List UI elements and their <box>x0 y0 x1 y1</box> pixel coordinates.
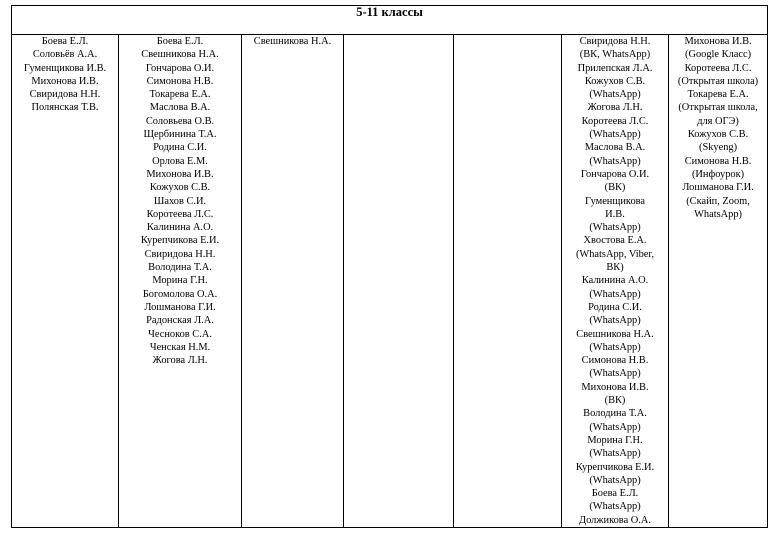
teacher-entry: Соловьева О.В. <box>145 115 215 127</box>
teacher-entry: Свешникова Н.А. (WhatsApp) <box>576 328 654 353</box>
teacher-entry: Боева Е.Л. <box>156 36 204 47</box>
teacher-entry: Лошманова Г.И. <box>144 301 216 313</box>
teacher-entry: Орлова Е.М. <box>152 155 208 167</box>
teacher-entry: Свешникова Н.А. <box>253 36 332 47</box>
teacher-entry: Симонова Н.В. <box>146 75 214 87</box>
column-5-cell <box>454 35 562 528</box>
teacher-entry: Коротеева Л.С. <box>146 208 214 220</box>
teacher-entry: Родина С.И. (WhatsApp) <box>588 301 642 327</box>
teacher-entry: Коротеева Л.С. (Открытая школа) <box>677 62 759 87</box>
column-7-cell <box>669 35 768 528</box>
teacher-entry: Михонова И.В. <box>31 75 99 87</box>
teacher-entry: Гуменщикова И.В. (WhatsApp) <box>584 195 646 234</box>
teacher-entry: Морина Г.Н. <box>152 275 208 287</box>
teacher-entry: Симонова Н.В. (WhatsApp) <box>581 355 649 380</box>
teacher-entry: Калинина А.О. (WhatsApp) <box>581 275 649 300</box>
teacher-entry: Маслова В.А. <box>149 102 211 114</box>
column-2-cell <box>119 35 242 528</box>
teacher-entry: Михонова И.В. (ВК) <box>581 381 649 407</box>
teacher-entry: Гончарова О.И. (ВК) <box>580 168 650 194</box>
teacher-entry: Володина Т.А. (WhatsApp) <box>583 408 647 433</box>
teacher-entry: Кожухов С.В. <box>149 182 211 194</box>
teacher-entry: Коротеева Л.С. (WhatsApp) <box>581 115 649 141</box>
content-row <box>12 35 768 528</box>
teacher-entry: Свиридова Н.Н. (ВК, WhatsApp) <box>579 36 651 61</box>
teacher-entry: Михонова И.В. (Google Класс) <box>684 36 752 61</box>
teacher-entry: Боева Е.Л. (WhatsApp) <box>589 488 641 513</box>
teacher-entry: Шахов С.И. <box>153 195 207 207</box>
teacher-entry: Михонова И.В. <box>146 168 214 180</box>
teacher-entry: Свешникова Н.А. <box>141 49 219 61</box>
teacher-entry: Гончарова О.И. <box>145 62 215 74</box>
teacher-entry: Ченская Н.М. <box>149 341 211 353</box>
teacher-entry: Симонова Н.В. (Инфоурок) <box>684 155 752 180</box>
teacher-entry: Жогова Л.Н. <box>152 355 208 367</box>
teacher-entry: Маслова В.А. (WhatsApp) <box>584 142 646 167</box>
table-title: 5-11 классы <box>12 6 768 35</box>
header-row <box>12 6 768 35</box>
teacher-entry: Калинина А.О. <box>146 222 214 234</box>
teacher-entry: Богомолова О.А. <box>142 288 218 300</box>
teacher-entry: Морина Г.Н. (WhatsApp) <box>587 434 643 460</box>
teacher-entry: Жогова Л.Н. <box>587 102 643 114</box>
teacher-entry: Токарева Е.А. (Открытая школа, для ОГЭ) <box>678 89 758 127</box>
schedule-table <box>11 5 768 528</box>
document-page <box>11 5 767 527</box>
teacher-entry: Свиридова Н.Н. <box>144 248 216 260</box>
teacher-entry: Свиридова Н.Н. <box>29 89 101 101</box>
teacher-entry: Радонская Л.А. <box>146 315 214 327</box>
teacher-entry: Прилепская Л.А. <box>577 62 653 74</box>
teacher-entry: Хвостова Е.А. (WhatsApp, Viber, ВК) <box>575 235 655 274</box>
column-6-cell <box>562 35 669 528</box>
teacher-entry: Володина Т.А. <box>148 262 212 274</box>
column-3-cell <box>242 35 344 528</box>
teacher-entry: Боева Е.Л. <box>41 36 89 47</box>
teacher-entry: Родина С.И. <box>153 142 207 154</box>
teacher-entry: Гуменщикова И.В. <box>23 62 107 74</box>
teacher-entry: Соловьёв А.А. <box>32 49 98 61</box>
teacher-entry: Полянская Т.В. <box>31 102 99 114</box>
teacher-entry: Должикова О.А. <box>579 514 651 526</box>
teacher-entry: Чесноков С.А. <box>148 328 212 340</box>
teacher-entry: Кожухов С.В. (WhatsApp) <box>584 75 646 101</box>
teacher-entry: Курепчикова Е.И. <box>140 235 220 247</box>
teacher-entry: Курепчикова Е.И. (WhatsApp) <box>575 461 655 486</box>
column-1-cell <box>12 35 119 528</box>
teacher-entry: Лошманова Г.И. (Скайп, Zoom, WhatsApp) <box>682 182 754 220</box>
teacher-entry: Токарева Е.А. <box>149 89 211 101</box>
column-4-cell <box>344 35 454 528</box>
teacher-entry: Щербинина Т.А. <box>143 129 217 141</box>
teacher-entry: Кожухов С.В. (Skyeng) <box>687 129 749 154</box>
